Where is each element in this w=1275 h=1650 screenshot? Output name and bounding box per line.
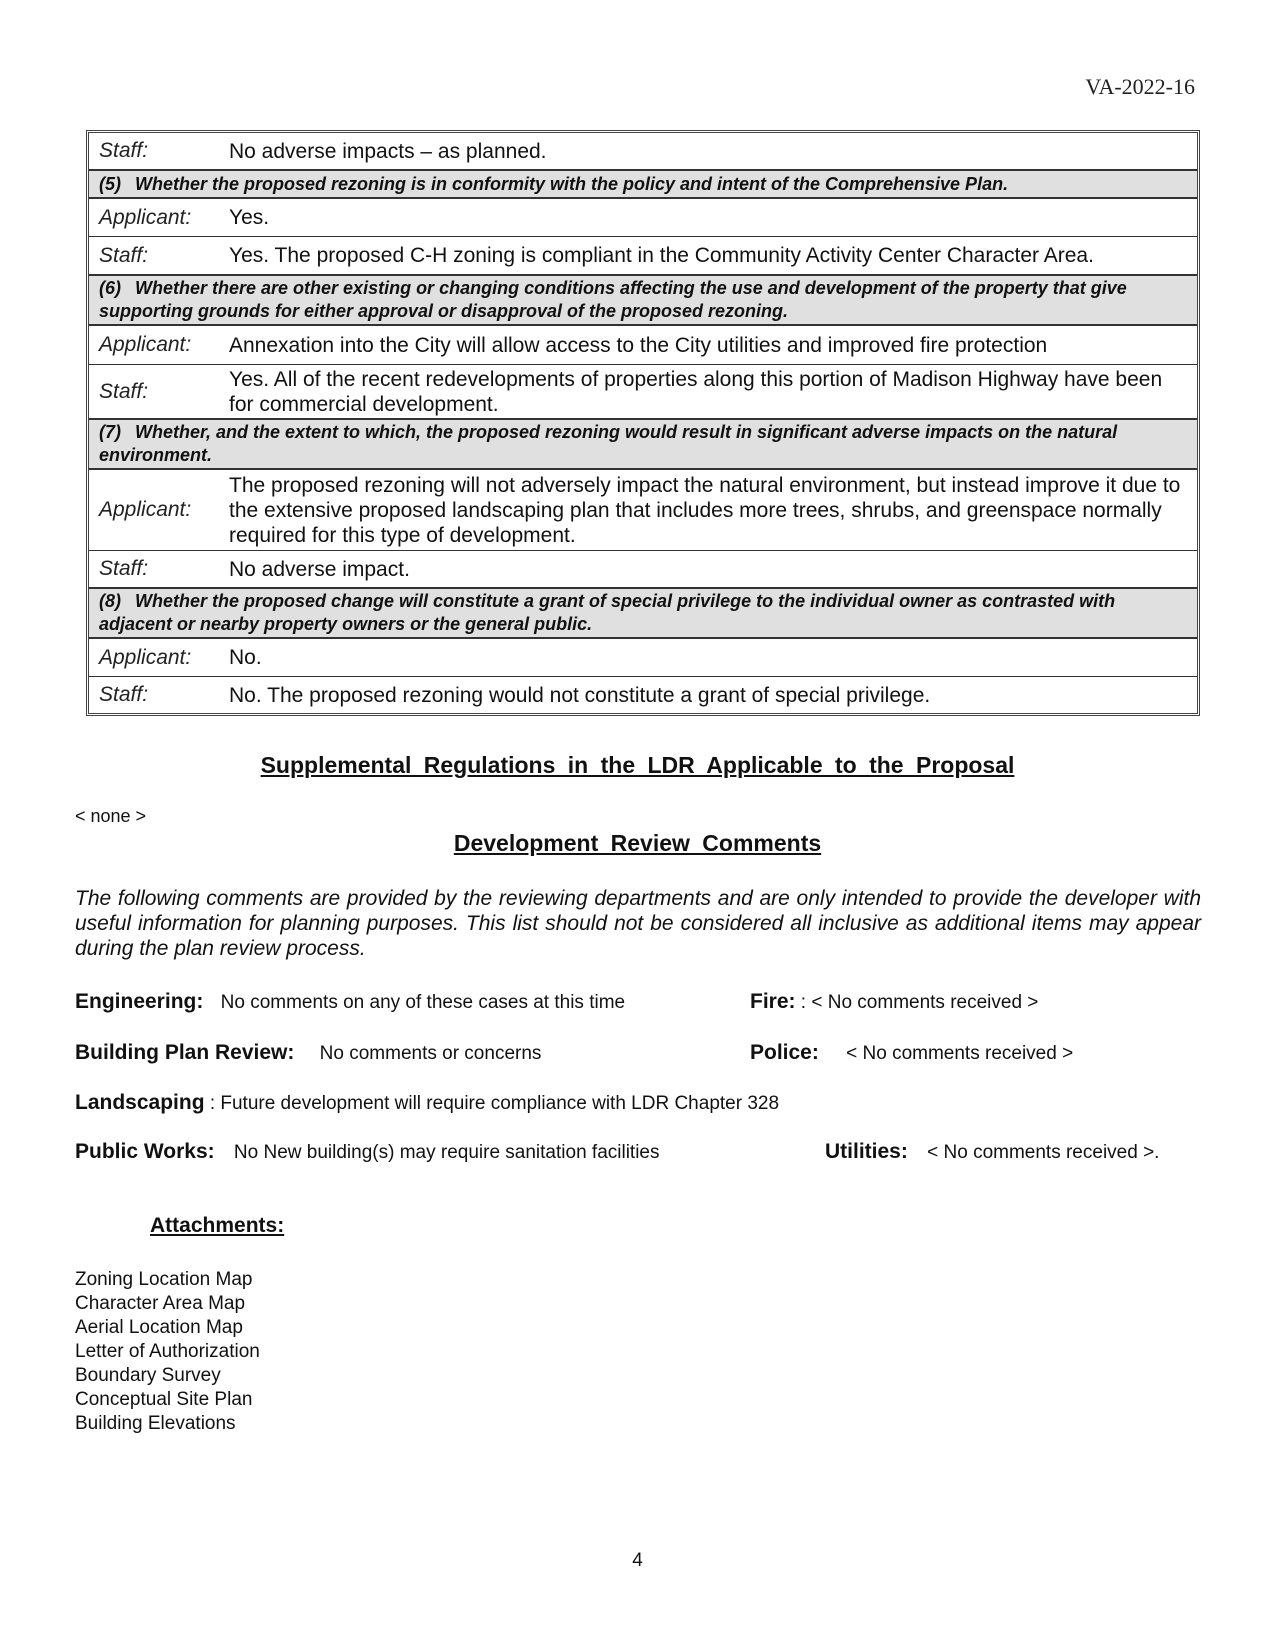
table-row	[89, 326, 1197, 364]
attachments-title: Attachments:	[150, 1214, 285, 1237]
public-works-comment	[75, 1140, 660, 1164]
criterion-heading-7	[89, 418, 1197, 470]
criterion-number: (6)	[99, 278, 121, 298]
criterion-text: Whether the proposed rezoning is in conformity with the policy and intent of the Comprehensive Plan.	[135, 173, 1009, 194]
row-text: Annexation into the City will allow access to the City utilities and improved fire protection	[229, 333, 1048, 357]
attachments-list	[75, 1268, 260, 1436]
row-label: Applicant:	[99, 645, 192, 669]
list-item: Zoning Location Map	[75, 1269, 253, 1290]
list-item: Conceptual Site Plan	[75, 1389, 253, 1410]
row-label: Staff:	[99, 139, 149, 162]
engineering-label: Engineering:	[75, 990, 204, 1013]
supplemental-note: < none >	[75, 806, 147, 826]
row-label: Staff:	[99, 243, 149, 267]
criterion-text: Whether, and the extent to which, the proposed rezoning would result in significant adverse impacts on the natural environment.	[99, 422, 1118, 465]
criterion-heading-5	[89, 169, 1197, 199]
landscaping-comment	[75, 1091, 779, 1115]
criterion-number: (7)	[99, 422, 121, 442]
review-intro: The following comments are provided by the reviewing departments and are only intended to provide the developer with useful information for planning purposes. This list should not be considered all inclusive as additional items may appear during the plan review process.	[75, 887, 1201, 960]
table-row	[89, 676, 1197, 713]
list-item: Letter of Authorization	[75, 1341, 260, 1362]
row-label: Staff:	[99, 557, 149, 580]
criterion-heading-6	[89, 274, 1197, 326]
police-comment	[750, 1041, 1073, 1065]
row-text: No. The proposed rezoning would not constitute a grant of special privilege.	[229, 683, 931, 707]
row-text: No adverse impact.	[229, 557, 410, 581]
police-text: < No comments received >	[846, 1043, 1074, 1064]
row-text: No.	[229, 646, 262, 669]
row-label: Applicant:	[99, 205, 192, 229]
criterion-text: Whether the proposed change will constitute a grant of special privilege to the individual owner as contrasted with adjacent or nearby property owners or the general public.	[99, 591, 1116, 634]
fire-text: : < No comments received >	[800, 992, 1039, 1013]
criterion-number: (8)	[99, 591, 121, 611]
development-review-title: Development Review Comments	[453, 830, 822, 856]
landscaping-label: Landscaping	[75, 1091, 205, 1114]
criterion-number: (5)	[99, 173, 121, 194]
table-row	[89, 133, 1197, 169]
utilities-label: Utilities:	[825, 1140, 908, 1163]
supplemental-regulations-title: Supplemental Regulations in the LDR Applicable to the Proposal	[260, 752, 1015, 778]
criterion-heading-8	[89, 587, 1197, 639]
row-text: The proposed rezoning will not adversely impact the natural environment, but instead improve it due to the extensive proposed landscaping plan that includes more trees, shrubs, and greenspace normally required for this type of development.	[229, 473, 1181, 547]
utilities-text: < No comments received >.	[927, 1142, 1160, 1163]
public-works-label: Public Works:	[75, 1140, 215, 1163]
row-text: Yes. All of the recent redevelopments of properties along this portion of Madison Highway have been for commercial development.	[229, 367, 1163, 416]
row-label: Applicant:	[99, 333, 192, 356]
list-item: Character Area Map	[75, 1293, 246, 1314]
row-label: Staff:	[99, 379, 149, 403]
table-row	[89, 470, 1197, 550]
list-item: Boundary Survey	[75, 1365, 221, 1386]
rezoning-criteria-table	[86, 130, 1200, 716]
police-label: Police:	[750, 1041, 819, 1064]
landscaping-text: : Future development will require compliance with LDR Chapter 328	[209, 1093, 780, 1114]
page-number: 4	[632, 1550, 643, 1571]
utilities-comment	[825, 1140, 1159, 1164]
table-row	[89, 550, 1197, 587]
table-row	[89, 199, 1197, 236]
row-label: Staff:	[99, 683, 149, 706]
criterion-text: Whether there are other existing or changing conditions affecting the use and development of the property that give supporting grounds for either approval or disapproval of the proposed rezoning.	[99, 278, 1127, 321]
row-label: Applicant:	[99, 498, 192, 521]
list-item: Aerial Location Map	[75, 1317, 243, 1338]
row-text: Yes.	[229, 206, 270, 229]
building-plan-review-comment	[75, 1041, 541, 1065]
table-row	[89, 364, 1197, 418]
fire-label: Fire:	[750, 990, 796, 1013]
row-text: No adverse impacts – as planned.	[229, 139, 547, 163]
table-row	[89, 236, 1197, 274]
row-text: Yes. The proposed C-H zoning is compliant in the Community Activity Center Character Area.	[229, 244, 1094, 267]
public-works-text: No New building(s) may require sanitation facilities	[233, 1142, 660, 1163]
engineering-text: No comments on any of these cases at this time	[220, 992, 626, 1013]
building-plan-review-text: No comments or concerns	[319, 1043, 542, 1064]
fire-comment	[750, 990, 1038, 1014]
document-id: VA-2022-16	[1085, 74, 1195, 99]
table-row	[89, 639, 1197, 676]
engineering-comment	[75, 990, 625, 1014]
list-item: Building Elevations	[75, 1413, 236, 1434]
building-plan-review-label: Building Plan Review:	[75, 1041, 295, 1064]
